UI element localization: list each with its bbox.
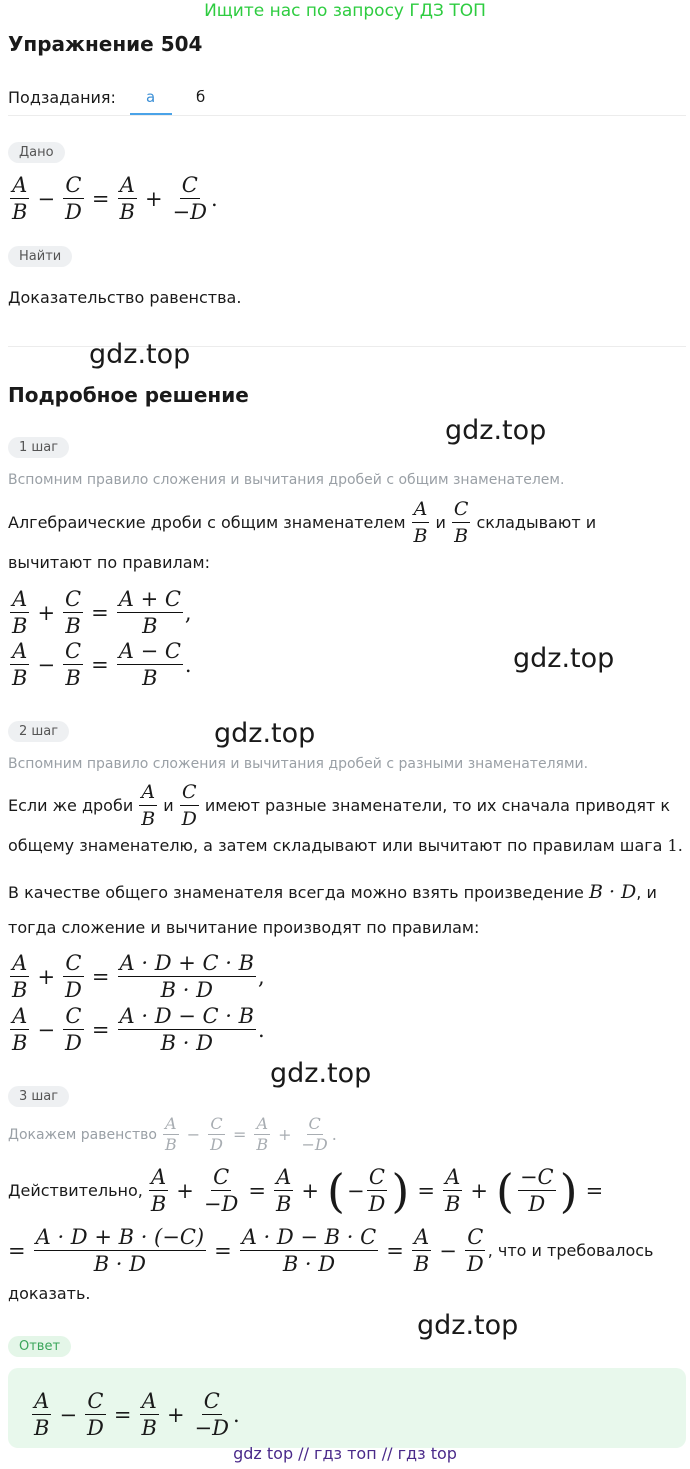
exercise-title: Упражнение 504 (8, 32, 203, 56)
watermark: gdz.top (417, 1310, 519, 1341)
promo-banner[interactable]: Ищите нас по запросу ГДЗ ТОП (204, 1, 486, 21)
watermark: gdz.top (445, 415, 547, 446)
step1-text-cont: вычитают по правилам: (8, 553, 210, 572)
step3-chip: 3 шаг (8, 1086, 69, 1107)
step2-formula-diff: $\frac{A}{B}$ − $\frac{C}{D}$ = $\frac{A \cdot D - C \cdot B}{B \cdot D}$ . (12, 1004, 265, 1055)
watermark: gdz.top (89, 339, 191, 370)
given-chip: Дано (8, 142, 65, 163)
step2-text-cont: общему знаменателю, а затем складывают или вычитают по правилам шага 1. (8, 836, 683, 855)
find-text: Доказательство равенства. (8, 288, 242, 307)
step1-formula-diff: $\frac{A}{B}$ − $\frac{C}{B}$ = $\frac{A - C}{B}$ . (12, 639, 192, 690)
find-chip: Найти (8, 246, 72, 267)
step1-text: Алгебраические дроби с общим знаменателем $\frac{A}{B}$ и $\frac{C}{B}$ складывают и (8, 498, 597, 547)
step3-proof-end: доказать. (8, 1284, 91, 1303)
step3-proof-line2: = $\frac{A \cdot D + B \cdot (-C)}{B \cdot D}$ = $\frac{A \cdot D - B \cdot C}{B \cdot D}$ = $\frac{A}{B}$ − $\frac{C}{D}$ , что и требовалось (8, 1225, 654, 1276)
step3-proof-line1: Действительно, $\frac{A}{B}$ + $\frac{C}{-D}$ = $\frac{A}{B}$ + ( − $\frac{C}{D}$ ) = $\frac{A}{B}$ + ( $\frac{-C}{D}$ ) = (8, 1163, 604, 1218)
step2-formula-sum: $\frac{A}{B}$ + $\frac{C}{D}$ = $\frac{A \cdot D + C \cdot B}{B \cdot D}$ , (12, 951, 265, 1002)
tab-subtask-a[interactable]: а (146, 88, 156, 106)
step2-text-denominator: В качестве общего знаменателя всегда можно взять произведение B · D, и (8, 881, 657, 903)
step2-text: Если же дроби $\frac{A}{B}$ и $\frac{C}{D}$ имеют разные знаменатели, то их сначала приводят к (8, 781, 671, 830)
step1-chip: 1 шаг (8, 437, 69, 458)
step1-formula-sum: $\frac{A}{B}$ + $\frac{C}{B}$ = $\frac{A + C}{B}$ , (12, 587, 192, 638)
watermark: gdz.top (513, 643, 615, 674)
step1-hint: Вспомним правило сложения и вычитания дробей с общим знаменателем. (8, 472, 565, 488)
step2-hint: Вспомним правило сложения и вычитания дробей с разными знаменателями. (8, 756, 589, 772)
step2-text-rules: тогда сложение и вычитание производят по правилам: (8, 918, 480, 937)
watermark: gdz.top (214, 718, 316, 749)
answer-chip: Ответ (8, 1336, 71, 1357)
watermark: gdz.top (270, 1058, 372, 1089)
step2-chip: 2 шаг (8, 721, 69, 742)
footer-links[interactable]: gdz top // гдз топ // гдз top (233, 1444, 457, 1463)
given-formula: $\frac{A}{B}$ − $\frac{C}{D}$ = $\frac{A}{B}$ + $\frac{C}{-D}$ . (12, 173, 218, 224)
step3-hint: Докажем равенство $\frac{A}{B}$ − $\frac{C}{D}$ = $\frac{A}{B}$ + $\frac{C}{-D}$ . (8, 1114, 337, 1154)
answer-formula: $\frac{A}{B}$ − $\frac{C}{D}$ = $\frac{A}{B}$ + $\frac{C}{-D}$ . (34, 1389, 240, 1440)
solution-title: Подробное решение (8, 383, 249, 407)
tabs-divider (8, 115, 686, 116)
subtasks-label: Подзадания: (8, 88, 116, 107)
tab-subtask-b[interactable]: б (196, 88, 206, 106)
